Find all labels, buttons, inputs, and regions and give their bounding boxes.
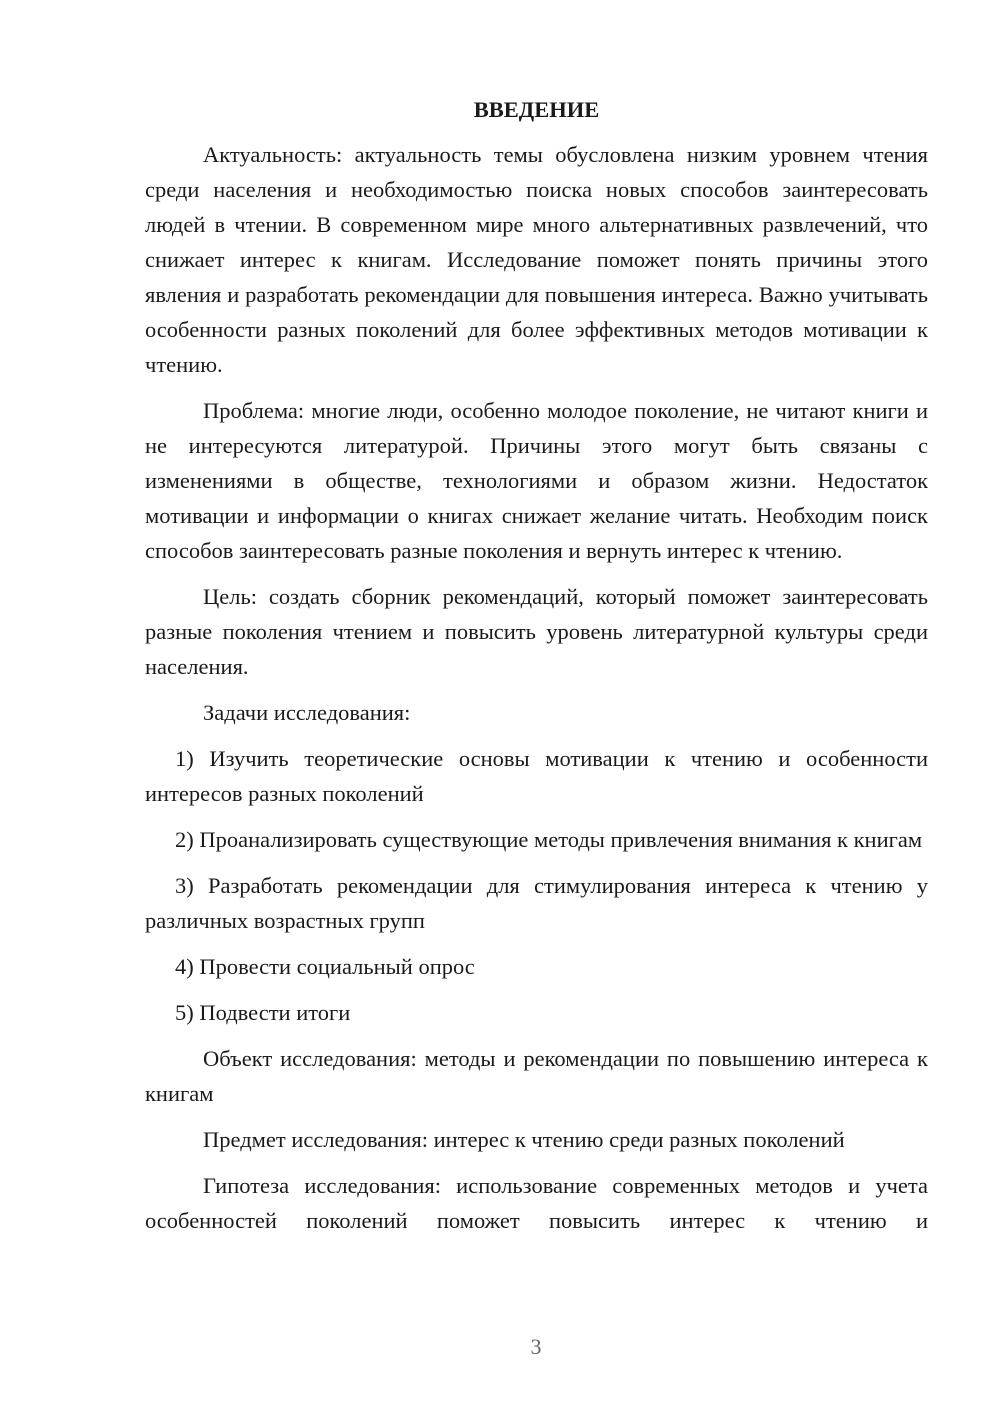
task-item: 1) Изучить теоретические основы мотивации к чтению и особенности интересов разных поколений (145, 746, 928, 806)
hypothesis-paragraph: Гипотеза исследования: использование современных методов и учета особенностей поколений поможет повысить интерес к чтению и (145, 1173, 928, 1233)
task-item: 4) Провести социальный опрос (175, 954, 475, 979)
section-title: ВВЕДЕНИЕ (473, 97, 600, 122)
page-number: 3 (530, 1334, 542, 1359)
tasks-list (145, 741, 928, 1030)
task-item: 5) Подвести итоги (175, 1000, 351, 1025)
relevance-paragraph: Актуальность: актуальность темы обусловлена низким уровнем чтения среди населения и необходимостью поиска новых способов заинтересовать людей в чтении. В современном мире много альтернативных развлечений, что снижает интерес к книгам. Исследование поможет понять причины этого явления и разработать рекомендации для повышения интереса. Важно учитывать особенности разных поколений для более эффективных методов мотивации к чтению. (145, 142, 928, 377)
task-item: 3) Разработать рекомендации для стимулирования интереса к чтению у различных возрастных групп (145, 873, 928, 933)
subject-paragraph: Предмет исследования: интерес к чтению среди разных поколений (203, 1127, 845, 1152)
goal-paragraph: Цель: создать сборник рекомендаций, который поможет заинтересовать разные поколения чтением и повысить уровень литературной культуры среди населения. (145, 584, 928, 679)
task-item: 2) Проанализировать существующие методы привлечения внимания к книгам (175, 827, 923, 852)
object-paragraph: Объект исследования: методы и рекомендации по повышению интереса к книгам (145, 1046, 928, 1106)
tasks-heading: Задачи исследования: (203, 700, 411, 725)
page-content (145, 92, 928, 1249)
problem-paragraph: Проблема: многие люди, особенно молодое поколение, не читают книги и не интересуются литературой. Причины этого могут быть связаны с изменениями в обществе, технологиями и образом жизни. Недостаток мотивации и информации о книгах снижает желание читать. Необходим поиск способов заинтересовать разные поколения и вернуть интерес к чтению. (145, 398, 928, 563)
